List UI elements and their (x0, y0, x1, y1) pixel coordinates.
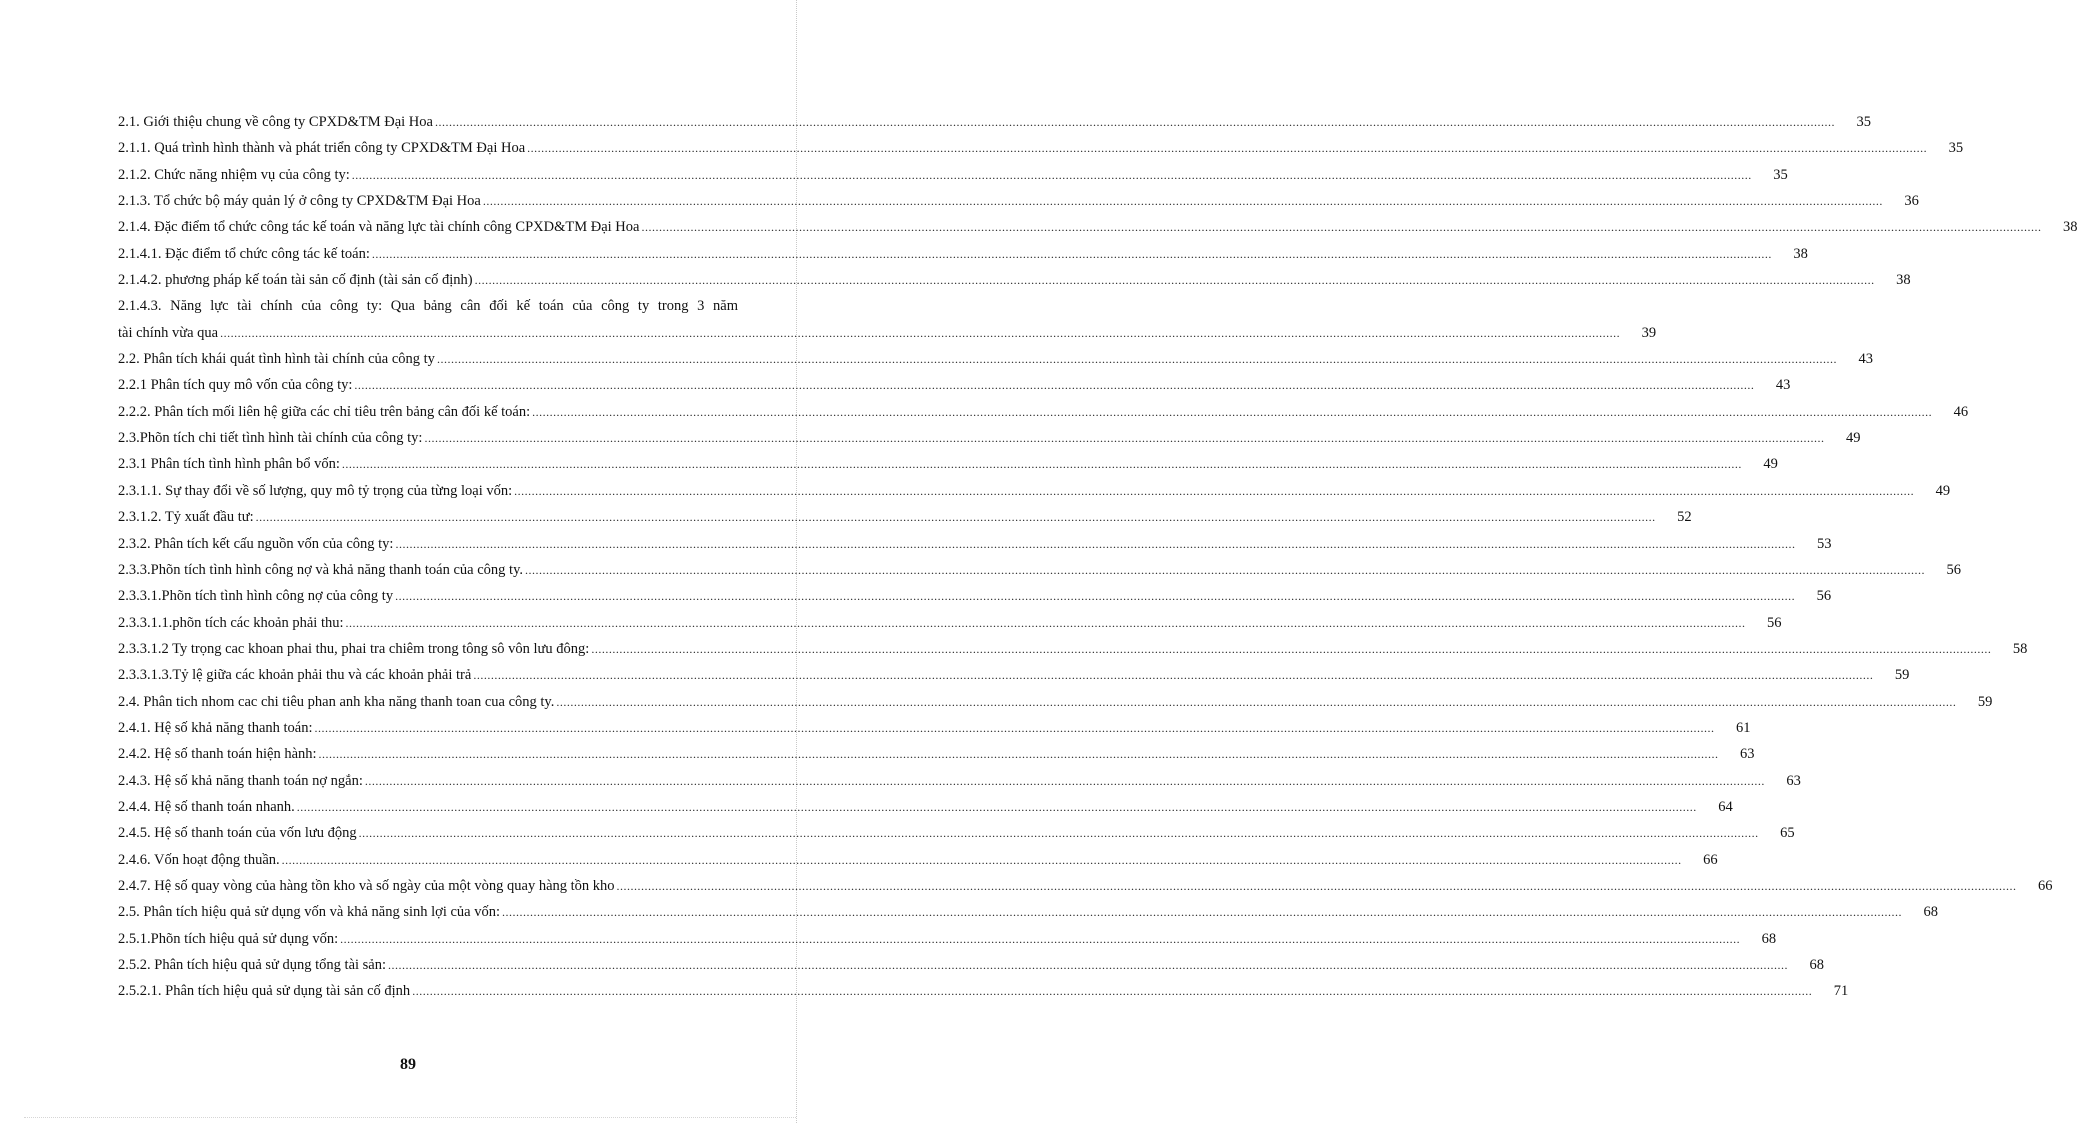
toc-entry-page: 49 (1935, 482, 1951, 499)
toc-entry-page: 56 (1946, 561, 1962, 578)
toc-entry[interactable] (118, 430, 1861, 456)
toc-entry[interactable] (118, 825, 1795, 851)
toc-entry-page: 38 (1793, 245, 1808, 262)
toc-entry[interactable] (118, 561, 1962, 588)
toc-entry[interactable] (118, 324, 1657, 351)
toc-entry-page: 68 (1809, 957, 1825, 973)
toc-entry[interactable] (118, 377, 1791, 403)
toc-dot-leader: ................................................................................................................................................................................................................................................................................................................................................................................................................ (525, 562, 1926, 577)
toc-entry[interactable] (118, 983, 1849, 1009)
toc-entry-page: 53 (1816, 535, 1832, 552)
toc-entry-title: 2.3.1.2. Tỷ xuất đầu tư: (118, 509, 254, 526)
toc-dot-leader: ................................................................................................................................................................................................................................................................................................................................................................................................................ (412, 984, 1813, 999)
toc-entry[interactable] (118, 719, 1751, 746)
toc-entry-page: 46 (1953, 403, 1969, 420)
toc-entry[interactable] (118, 851, 1718, 878)
toc-entry-title: 2.5.1.Phõn tích hiệu quả sử dụng vốn: (118, 930, 339, 947)
toc-dot-leader: ................................................................................................................................................................................................................................................................................................................................................................................................................ (395, 536, 1796, 551)
toc-dot-leader: ................................................................................................................................................................................................................................................................................................................................................................................................................ (395, 589, 1796, 604)
toc-entry-page: 56 (1767, 614, 1782, 631)
toc-dot-leader: ................................................................................................................................................................................................................................................................................................................................................................................................................ (556, 694, 1957, 709)
toc-entry[interactable] (118, 957, 1825, 983)
toc-dot-leader: ................................................................................................................................................................................................................................................................................................................................................................................................................ (351, 167, 1752, 182)
toc-dot-leader: ................................................................................................................................................................................................................................................................................................................................................................................................................ (591, 641, 1992, 656)
toc-entry[interactable] (118, 193, 1919, 219)
toc-dot-leader: ................................................................................................................................................................................................................................................................................................................................................................................................................ (514, 483, 1915, 498)
toc-entry[interactable] (118, 140, 1964, 166)
toc-entry[interactable] (118, 746, 1755, 772)
toc-entry[interactable] (118, 798, 1733, 825)
toc-entry-page: 64 (1718, 798, 1733, 815)
toc-entry-page: 35 (1948, 140, 1964, 157)
toc-entry-page: 59 (1977, 693, 1993, 710)
toc-entry[interactable] (118, 114, 1871, 140)
toc-entry-title: 2.3.3.Phõn tích tình hình công nợ và khả năng thanh toán của công ty. (118, 561, 524, 578)
toc-entry[interactable] (118, 403, 1969, 430)
toc-dot-leader: ................................................................................................................................................................................................................................................................................................................................................................................................................ (532, 404, 1933, 419)
toc-entry-page: 43 (1775, 377, 1791, 394)
toc-entry-title: 2.3.1 Phân tích tình hình phân bổ vốn: (118, 456, 340, 473)
toc-entry-title: 2.3.1.1. Sự thay đổi về số lượng, quy mô tỷ trọng của từng loại vốn: (118, 482, 513, 499)
toc-dot-leader: ................................................................................................................................................................................................................................................................................................................................................................................................................ (473, 668, 1874, 683)
toc-entry[interactable] (118, 219, 2077, 245)
toc-dot-leader: ................................................................................................................................................................................................................................................................................................................................................................................................................ (424, 431, 1825, 446)
table-of-contents (118, 114, 2077, 1010)
toc-entry-page: 66 (1703, 851, 1718, 868)
toc-entry[interactable] (118, 245, 1808, 272)
toc-dot-leader: ................................................................................................................................................................................................................................................................................................................................................................................................................ (220, 325, 1621, 340)
toc-dot-leader: ................................................................................................................................................................................................................................................................................................................................................................................................................ (436, 352, 1837, 367)
toc-entry-page: 35 (1856, 114, 1871, 130)
toc-dot-leader: ................................................................................................................................................................................................................................................................................................................................................................................................................ (340, 931, 1741, 946)
toc-entry-title: 2.2.1 Phân tích quy mô vốn của công ty: (118, 377, 353, 394)
toc-entry[interactable] (118, 904, 1938, 930)
toc-entry-title: 2.3.3.1.2 Ty trọng cac khoan phai thu, phai tra chiêm trong tông sô vôn lưu đông: (118, 640, 590, 657)
toc-entry-page: 36 (1904, 193, 1919, 210)
toc-entry[interactable] (118, 877, 2053, 904)
toc-entry-title: 2.5. Phân tích hiệu quả sử dụng vốn và khả năng sinh lợi của vốn: (118, 904, 500, 921)
toc-dot-leader: ................................................................................................................................................................................................................................................................................................................................................................................................................ (341, 457, 1742, 472)
toc-entry-page: 59 (1894, 667, 1910, 684)
toc-entry-title: 2.3.2. Phân tích kết cấu nguồn vốn của công ty: (118, 535, 394, 552)
toc-entry[interactable] (118, 351, 1873, 377)
toc-entry[interactable] (118, 667, 1910, 693)
toc-entry-title: 2.3.3.1.Phõn tích tình hình công nợ của công ty (118, 588, 394, 605)
toc-entry-title: 2.5.2.1. Phân tích hiệu quả sử dụng tài sản cố định (118, 983, 411, 1000)
toc-entry-title: 2.3.3.1.1.phõn tích các khoản phải thu: (118, 614, 344, 631)
toc-entry-page: 38 (2062, 219, 2077, 236)
toc-entry[interactable] (118, 509, 1692, 535)
toc-entry[interactable] (118, 535, 1832, 562)
toc-entry-title: 2.3.3.1.3.Tỷ lệ giữa các khoản phải thu và các khoản phải trả (118, 667, 472, 684)
toc-entry-page: 52 (1677, 509, 1692, 526)
toc-entry-title: 2.4.3. Hệ số khả năng thanh toán nợ ngắn: (118, 772, 363, 789)
toc-dot-leader: ................................................................................................................................................................................................................................................................................................................................................................................................................ (358, 826, 1759, 841)
toc-dot-leader: ................................................................................................................................................................................................................................................................................................................................................................................................................ (482, 194, 1883, 209)
toc-entry[interactable] (118, 272, 1911, 298)
toc-dot-leader: ................................................................................................................................................................................................................................................................................................................................................................................................................ (255, 510, 1656, 525)
toc-entry-title: 2.4.2. Hệ số thanh toán hiện hành: (118, 746, 317, 763)
toc-entry[interactable] (118, 693, 1993, 720)
toc-entry-page: 58 (2012, 640, 2028, 657)
toc-entry-title: 2.1.3. Tổ chức bộ máy quản lý ở công ty CPXD&TM Đại Hoa (118, 193, 481, 210)
toc-entry-title: 2.4.7. Hệ số quay vòng của hàng tồn kho và số ngày của một vòng quay hàng tồn kho (118, 877, 615, 894)
toc-entry-page: 63 (1740, 746, 1755, 763)
toc-entry-page: 49 (1845, 430, 1861, 447)
toc-dot-leader: ................................................................................................................................................................................................................................................................................................................................................................................................................ (318, 747, 1719, 762)
toc-entry-title: 2.4.5. Hệ số thanh toán của vốn lưu động (118, 825, 357, 842)
toc-entry-page: 66 (2038, 877, 2053, 894)
toc-dot-leader: ................................................................................................................................................................................................................................................................................................................................................................................................................ (641, 220, 2042, 235)
toc-entry-page: 35 (1773, 166, 1788, 183)
toc-entry-title: 2.5.2. Phân tích hiệu quả sử dụng tổng tài sản: (118, 957, 387, 973)
toc-dot-leader: ................................................................................................................................................................................................................................................................................................................................................................................................................ (616, 878, 2017, 893)
toc-dot-leader: ................................................................................................................................................................................................................................................................................................................................................................................................................ (345, 615, 1746, 630)
toc-entry[interactable] (118, 640, 2028, 667)
page-number: 89 (400, 1056, 416, 1073)
toc-entry[interactable] (118, 930, 1777, 957)
toc-entry-title: 2.1.4.1. Đặc điểm tổ chức công tác kế toán: (118, 245, 370, 262)
toc-entry-page: 49 (1763, 456, 1778, 473)
toc-entry-title: 2.4.6. Vốn hoạt động thuần. (118, 851, 280, 868)
toc-dot-leader: ................................................................................................................................................................................................................................................................................................................................................................................................................ (527, 141, 1928, 156)
toc-entry[interactable] (118, 166, 1788, 193)
toc-dot-leader: ................................................................................................................................................................................................................................................................................................................................................................................................................ (281, 852, 1682, 867)
toc-entry-title: tài chính vừa qua (118, 324, 219, 341)
toc-entry[interactable] (118, 456, 1778, 482)
toc-entry-page: 39 (1641, 324, 1657, 341)
toc-entry-title: 2.4.1. Hệ số khả năng thanh toán: (118, 719, 313, 736)
toc-dot-leader: ................................................................................................................................................................................................................................................................................................................................................................................................................ (388, 958, 1789, 972)
toc-dot-leader: ................................................................................................................................................................................................................................................................................................................................................................................................................ (364, 773, 1765, 788)
toc-entry-page: 68 (1923, 904, 1938, 921)
toc-entry-page: 65 (1780, 825, 1795, 842)
toc-entry-title: 2.3.Phõn tích chi tiết tình hình tài chính của công ty: (118, 430, 423, 447)
toc-entry[interactable] (118, 482, 1951, 509)
toc-dot-leader: ................................................................................................................................................................................................................................................................................................................................................................................................................ (296, 799, 1697, 814)
page-border-bottom (24, 1117, 796, 1119)
toc-entry-page: 71 (1833, 983, 1849, 1000)
toc-entry-page: 61 (1736, 719, 1751, 736)
toc-entry[interactable] (118, 588, 1832, 614)
toc-dot-leader: ................................................................................................................................................................................................................................................................................................................................................................................................................ (474, 273, 1875, 288)
toc-dot-leader: ................................................................................................................................................................................................................................................................................................................................................................................................................ (502, 905, 1902, 920)
toc-entry-page: 63 (1786, 772, 1801, 789)
toc-entry-title: 2.1.2. Chức năng nhiệm vụ của công ty: (118, 166, 350, 183)
toc-entry-title: 2.4. Phân tich nhom cac chi tiêu phan anh kha năng thanh toan cua công ty. (118, 693, 555, 710)
toc-entry-page: 68 (1761, 930, 1777, 947)
toc-entry-title: 2.2. Phân tích khái quát tình hình tài chính của công ty (118, 351, 435, 368)
toc-entry[interactable] (118, 298, 738, 324)
toc-entry-page: 43 (1858, 351, 1873, 368)
toc-dot-leader: ................................................................................................................................................................................................................................................................................................................................................................................................................ (371, 246, 1772, 261)
toc-entry-title: 2.4.4. Hệ số thanh toán nhanh. (118, 798, 295, 815)
toc-entry[interactable] (118, 614, 1782, 641)
toc-entry-title: 2.1.4. Đặc điểm tổ chức công tác kế toán và năng lực tài chính công CPXD&TM Đại Hoa (118, 219, 640, 236)
toc-entry-title: 2.2.2. Phân tích mối liên hệ giữa các chỉ tiêu trên bảng cân đối kế toán: (118, 403, 531, 420)
toc-entry-page: 56 (1816, 588, 1832, 605)
toc-entry-title: 2.1.1. Quá trình hình thành và phát triển công ty CPXD&TM Đại Hoa (118, 140, 526, 157)
toc-entry-title: 2.1.4.3. Năng lực tài chính của công ty: Qua bảng cân đối kế toán của công ty trong 3 năm (118, 298, 738, 315)
toc-dot-leader: ................................................................................................................................................................................................................................................................................................................................................................................................................ (314, 720, 1715, 735)
toc-entry-title: 2.1. Giới thiệu chung về công ty CPXD&TM Đại Hoa (118, 114, 433, 130)
toc-dot-leader: ................................................................................................................................................................................................................................................................................................................................................................................................................ (434, 115, 1835, 129)
toc-entry-title: 2.1.4.2. phương pháp kế toán tài sản cố định (tài sản cố định) (118, 272, 473, 289)
toc-entry[interactable] (118, 772, 1801, 799)
toc-entry-page: 38 (1896, 272, 1911, 289)
toc-dot-leader: ................................................................................................................................................................................................................................................................................................................................................................................................................ (354, 378, 1755, 393)
